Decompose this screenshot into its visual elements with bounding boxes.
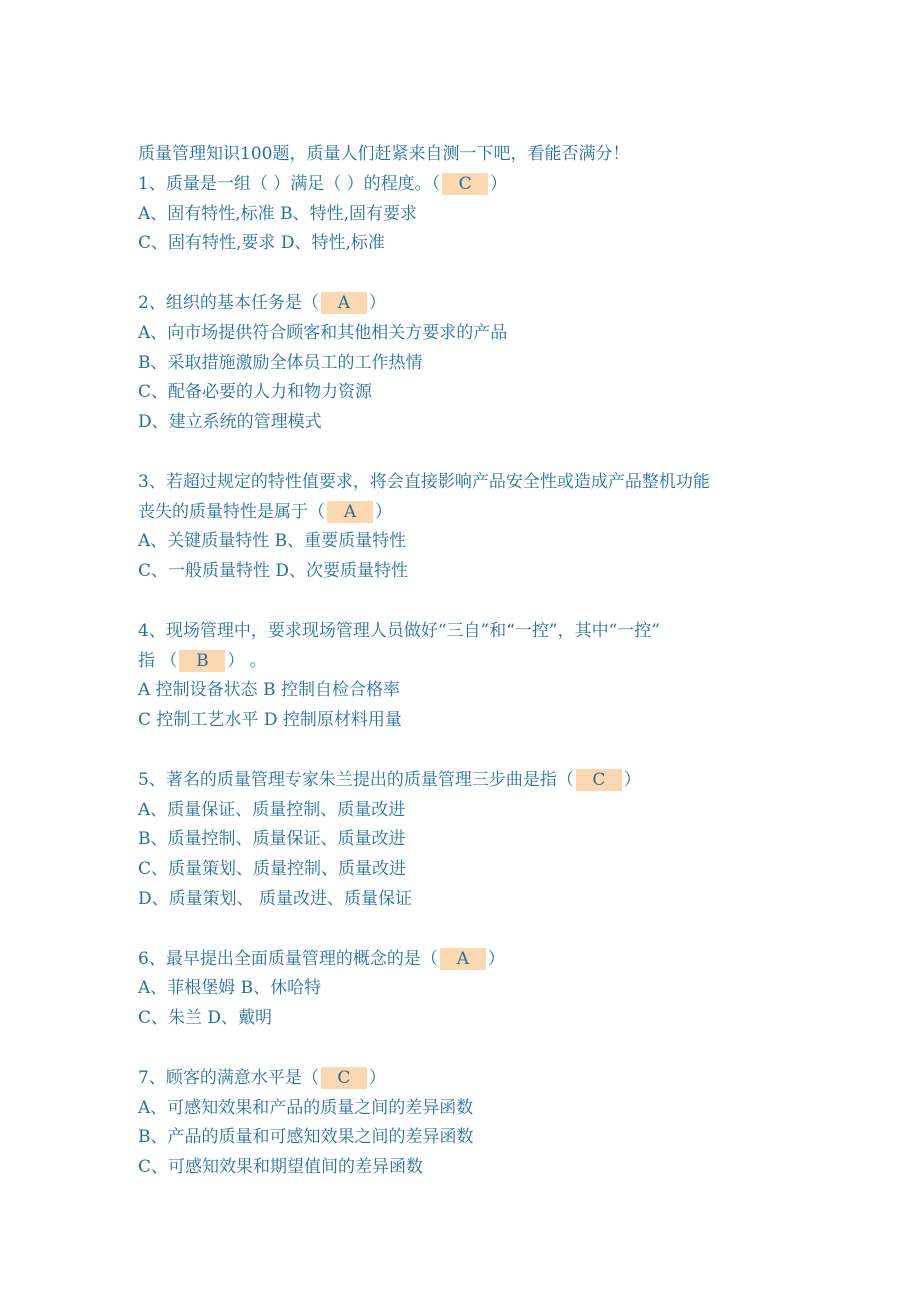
question-stem: 5、著名的质量管理专家朱兰提出的质量管理三步曲是指（ C ） bbox=[138, 769, 641, 791]
question-stem: 丧失的质量特性是属于（ A ） bbox=[138, 501, 392, 523]
option-line: B、质量控制、质量保证、质量改进 bbox=[138, 829, 406, 850]
option-line: A、向市场提供符合顾客和其他相关方要求的产品 bbox=[138, 322, 508, 343]
option-line: C、可感知效果和期望值间的差异函数 bbox=[138, 1157, 424, 1178]
option-line: C、朱兰 D、戴明 bbox=[138, 1008, 273, 1029]
spacer bbox=[138, 587, 798, 617]
option-line: A、固有特性,标准 B、特性,固有要求 bbox=[138, 203, 417, 224]
option-line: C、配备必要的人力和物力资源 bbox=[138, 382, 373, 403]
option-line: A、质量保证、质量控制、质量改进 bbox=[138, 799, 406, 820]
option-line: A、关键质量特性 B、重要质量特性 bbox=[138, 531, 407, 552]
option-line: A、菲根堡姆 B、休哈特 bbox=[138, 978, 322, 999]
answer-highlight: C bbox=[321, 1067, 367, 1089]
answer-highlight: C bbox=[442, 173, 488, 195]
option-line: A、可感知效果和产品的质量之间的差异函数 bbox=[138, 1097, 474, 1118]
answer-highlight: A bbox=[327, 501, 373, 523]
question-stem: 7、顾客的满意水平是（ C ） bbox=[138, 1067, 386, 1089]
option-line: C、固有特性,要求 D、特性,标准 bbox=[138, 233, 385, 254]
question-stem: 6、最早提出全面质量管理的概念的是（ A ） bbox=[138, 948, 505, 970]
option-line: A 控制设备状态 B 控制自检合格率 bbox=[138, 680, 400, 701]
spacer bbox=[138, 915, 798, 945]
answer-highlight: A bbox=[440, 948, 486, 970]
option-line: C 控制工艺水平 D 控制原材料用量 bbox=[138, 710, 402, 731]
question-stem: 2、组织的基本任务是（ A ） bbox=[138, 292, 386, 314]
question-stem: 指 （ B ） 。 bbox=[138, 650, 267, 672]
option-line: D、建立系统的管理模式 bbox=[138, 412, 322, 433]
answer-highlight: B bbox=[179, 650, 225, 672]
option-line: B、产品的质量和可感知效果之间的差异函数 bbox=[138, 1127, 474, 1148]
spacer bbox=[138, 259, 798, 289]
spacer bbox=[138, 736, 798, 766]
answer-highlight: C bbox=[576, 769, 622, 791]
question-stem: 1、质量是一组（ ）满足（ ）的程度。（ C ） bbox=[138, 173, 508, 195]
spacer bbox=[138, 1034, 798, 1064]
option-line: B、采取措施激励全体员工的工作热情 bbox=[138, 352, 423, 373]
document-page bbox=[138, 140, 798, 1183]
document-title: 质量管理知识100题，质量人们赶紧来自测一下吧，看能否满分！ bbox=[138, 144, 630, 164]
option-line: C、一般质量特性 D、次要质量特性 bbox=[138, 561, 409, 582]
question-stem: 3、若超过规定的特性值要求，将会直接影响产品安全性或造成产品整机功能 bbox=[138, 471, 710, 492]
answer-highlight: A bbox=[321, 292, 367, 314]
question-stem: 4、现场管理中，要求现场管理人员做好“三自”和“一控”，其中“一控” bbox=[138, 620, 660, 641]
option-line: C、质量策划、质量控制、质量改进 bbox=[138, 859, 407, 880]
spacer bbox=[138, 438, 798, 468]
option-line: D、质量策划、 质量改进、质量保证 bbox=[138, 888, 413, 909]
